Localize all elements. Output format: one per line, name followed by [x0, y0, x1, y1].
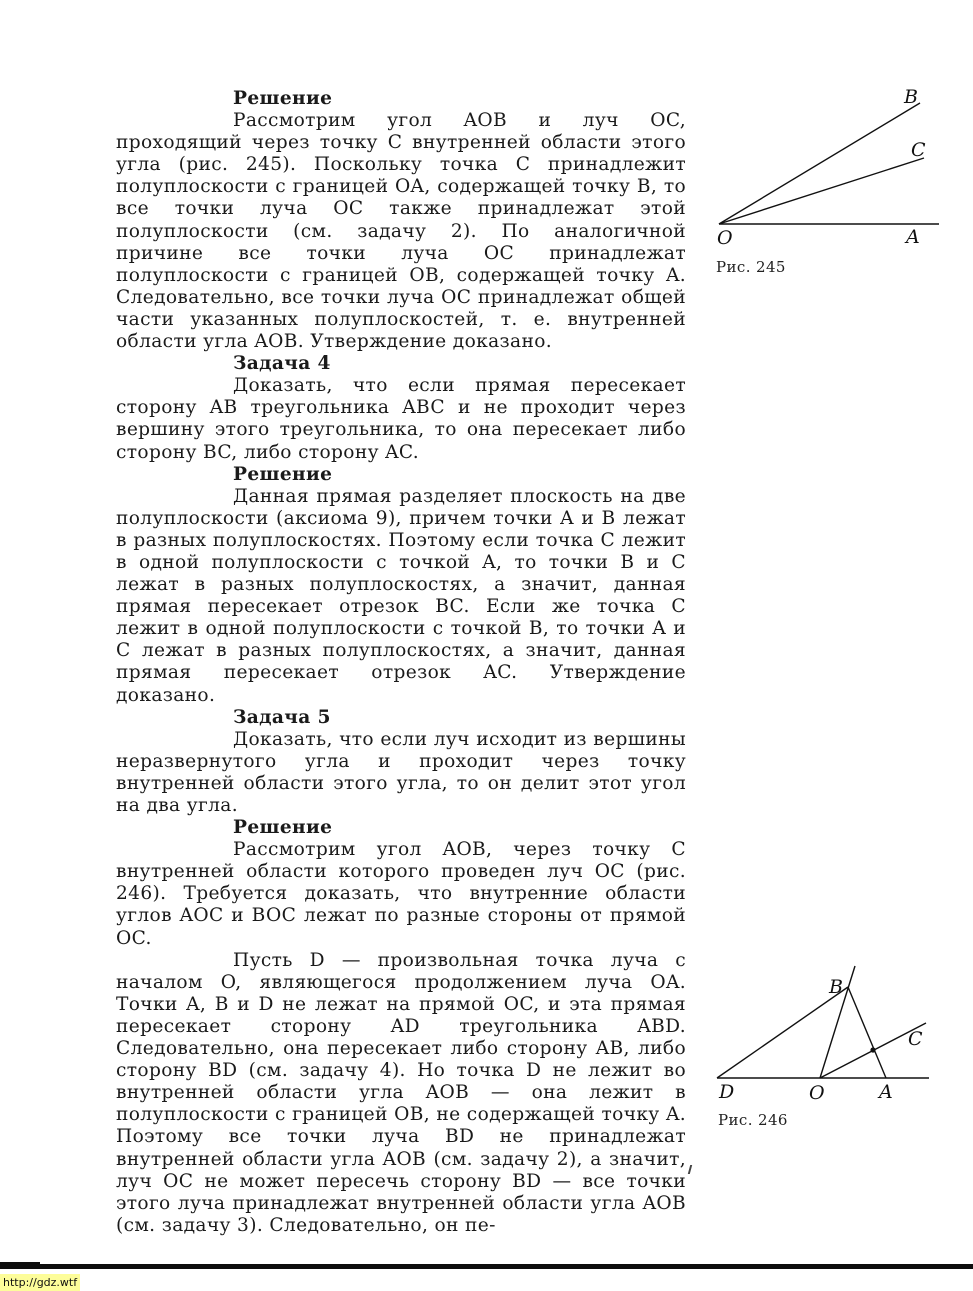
problem-4-heading: Задача 4	[233, 353, 331, 375]
watermark: http://gdz.wtf	[0, 1274, 80, 1291]
intersection-point	[870, 1047, 875, 1052]
label-a: A	[879, 1081, 893, 1103]
figure-246-drawing	[705, 960, 945, 1110]
segment-ab	[848, 987, 886, 1078]
figure-245-drawing	[705, 80, 945, 260]
solution-heading: Решение	[233, 88, 333, 109]
label-c: C	[911, 139, 926, 161]
label-a: A	[906, 226, 920, 248]
figure-246	[705, 960, 945, 1129]
label-d: D	[719, 1081, 735, 1103]
footer-rule	[0, 1264, 973, 1269]
figure-caption: Рис. 246	[718, 1111, 788, 1129]
ray-ob	[719, 103, 920, 224]
scan-mark	[688, 1165, 692, 1174]
paragraph: Рассмотрим угол AOB, через точку C внутренней области которого проведен луч OC (рис. 246). Требуется доказать, что внутренние области углов AOC и BOC лежат по разные стороны от прямой OC.	[116, 839, 686, 949]
label-o: O	[809, 1082, 825, 1104]
ray-oc	[719, 158, 924, 224]
figure-245	[705, 80, 945, 276]
paragraph: Доказать, что если прямая пересекает сторону AB треугольника ABC и не проходит через вершину этого треугольника, то она пересекает либо сторону BC, либо сторону AC.	[116, 375, 686, 463]
paragraph: Пусть D — произвольная точка луча с началом O, являющегося продолжением луча OA. Точки A, B и D не лежат на прямой OC, и эта прямая пересекает сторону AD треугольника ABD. Следовательно, она пересекает либо сторону AB, либо сторону BD (см. задачу 4). Но точка D не лежит во внутренней области угла AOB — она лежит в полуплоскости с границей OB, не содержащей точку A. Поэтому все точки луча BD не принадлежат внутренней области угла AOB (см. задачу 2), а значит, луч OC не может пересечь сторону BD — все точки этого луча принадлежат внутренней области угла AOB (см. задачу 3). Следовательно, он пе-	[116, 949, 686, 1236]
label-c: C	[908, 1028, 923, 1050]
label-b: B	[904, 86, 918, 108]
figure-caption: Рис. 245	[716, 258, 786, 276]
paragraph: Рассмотрим угол AOB и луч OC, проходящий через точку C внутренней области этого угла (рис. 245). Поскольку точка C принадлежит полуплоскости с границей OA, содержащей точку B, то все точки луча OC также принадлежат этой полуплоскости (см. задачу 2). По аналогичной причине все точки луча OC принадлежат полуплоскости с границей OB, содержащей точку A. Следовательно, все точки луча OC принадлежат общей части указанных полуплоскостей, т. е. внутренней области угла AOB. Утверждение доказано.	[116, 110, 686, 353]
label-o: O	[717, 227, 733, 249]
main-text	[116, 88, 686, 1237]
paragraph: Данная прямая разделяет плоскость на две полуплоскости (аксиома 9), причем точки A и B лежат в разных полуплоскостях. Поэтому если точка C лежит в одной полуплоскости с точкой A, то точки B и C лежат в разных полуплоскостях, а значит, данная прямая пересекает отрезок BC. Если же точка C лежит в одной полуплоскости с точкой B, то точки A и C лежат в разных полуплоскостях, а значит, данная прямая пересекает отрезок AC. Утверждение доказано.	[116, 485, 686, 706]
solution-heading: Решение	[233, 463, 333, 485]
problem-5-heading: Задача 5	[233, 706, 331, 728]
segment-db	[717, 987, 848, 1078]
solution-heading: Решение	[233, 817, 333, 839]
label-b: B	[829, 976, 843, 998]
paragraph: Доказать, что если луч исходит из вершины неразвернутого угла и проходит через точку внутренней области этого угла, то он делит этот угол на два угла.	[116, 728, 686, 816]
